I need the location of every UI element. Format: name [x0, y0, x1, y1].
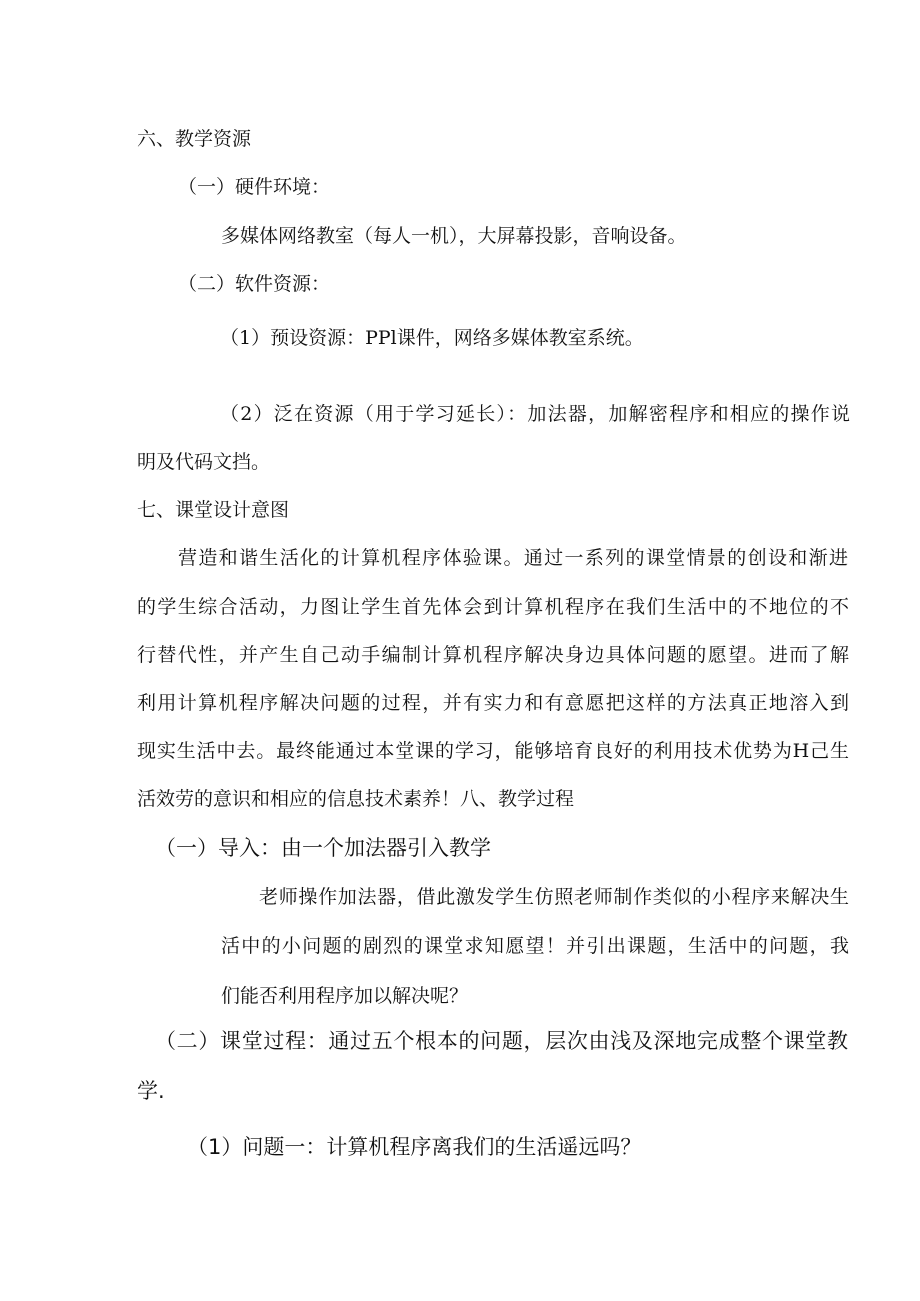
intro-text-line: 老师操作加法器，借此激发学生仿照老师制作类似的小程序来解决生: [259, 886, 849, 908]
potential-resources-line-2: 明及代码文挡。: [137, 451, 271, 473]
intro-text-line: 们能否利用程序加以解决呢？: [221, 985, 469, 1007]
preset-resources: （1）预设资源：PPl课件，网络多媒体教室系统。: [220, 327, 644, 349]
hardware-heading: （一）硬件环境：: [178, 176, 331, 198]
process-heading-line-2: 学.: [137, 1079, 165, 1103]
potential-resources-line-1: （2）泛在资源（用于学习延长）：加法器，加解密程序和相应的操作说: [220, 403, 850, 425]
design-intent-line: 营造和谐生活化的计算机程序体验课。通过一系列的课堂情景的创设和渐进: [178, 547, 848, 569]
intro-heading: （一）导入：由一个加法器引入教学: [155, 836, 491, 860]
design-intent-line: 活效劳的意识和相应的信息技术素养！八、教学过程: [137, 788, 575, 810]
question-one: （1）问题一：计算机程序离我们的生活遥远吗？: [187, 1135, 642, 1159]
software-heading: （二）软件资源：: [178, 273, 331, 295]
section-six-title: 六、教学资源: [137, 128, 252, 150]
intro-text-line: 活中的小问题的剧烈的课堂求知愿望！并引出课题，生活中的问题，我: [221, 935, 849, 957]
design-intent-line: 行替代性，并产生自己动手编制计算机程序解决身边具体问题的愿望。进而了解: [137, 644, 849, 666]
design-intent-line: 现实生活中去。最终能通过本堂课的学习，能够培育良好的利用技术优势为H己生: [137, 740, 849, 762]
hardware-text: 多媒体网络教室（每人一机），大屏幕投影，音响设备。: [221, 225, 687, 247]
process-heading-line-1: （二）课堂过程：通过五个根本的问题，层次由浅及深地完成整个课堂教: [155, 1029, 848, 1053]
section-seven-title: 七、课堂设计意图: [137, 499, 290, 521]
design-intent-line: 的学生综合活动，力图让学生首先体会到计算机程序在我们生活中的不地位的不: [137, 596, 849, 618]
design-intent-line: 利用计算机程序解决问题的过程，并有实力和有意愿把这样的方法真正地溶入到: [137, 692, 849, 714]
